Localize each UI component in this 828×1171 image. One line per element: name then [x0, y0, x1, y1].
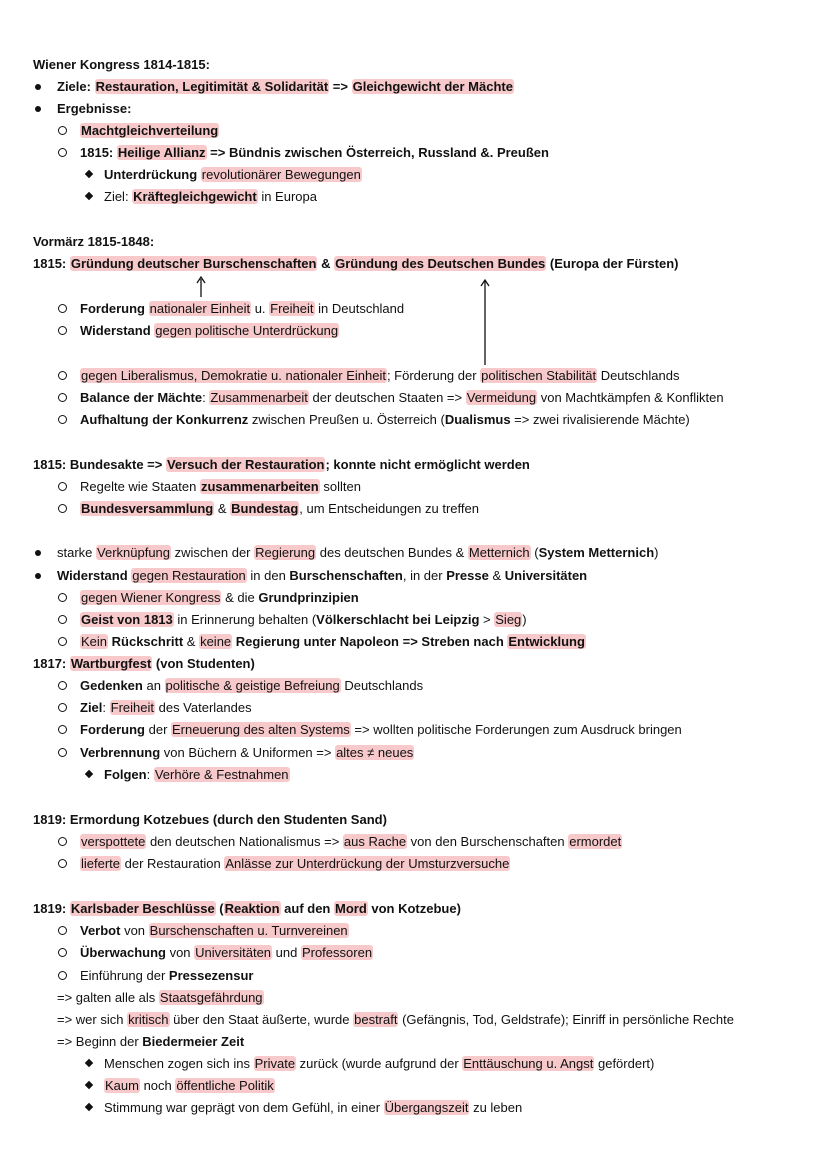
- line-bundesversammlung: Bundesversammlung & Bundestag, um Entscheidungen zu treffen: [81, 501, 479, 516]
- line-ziel-freiheit: Ziel: Freiheit des Vaterlandes: [80, 700, 252, 715]
- line-forderung-erneuerung: Forderung der Erneuerung des alten Systems => wollten politische Forderungen zum Ausdruck bringen: [80, 722, 682, 737]
- line-staatsgefaehrdung: => galten alle als Staatsgefährdung: [57, 990, 263, 1005]
- line-verspottete: verspottete den deutschen Nationalismus => aus Rache von den Burschenschaften ermordet: [81, 834, 622, 849]
- circle-bullet: [58, 304, 67, 313]
- line-unterdrueckung: Unterdrückung revolutionärer Bewegungen: [104, 167, 361, 182]
- line-bundesakte: 1815: Bundesakte => Versuch der Restauration; konnte nicht ermöglicht werden: [33, 457, 530, 472]
- circle-bullet: [58, 837, 67, 846]
- circle-bullet: [58, 637, 67, 646]
- line-biedermeier: => Beginn der Biedermeier Zeit: [57, 1034, 245, 1049]
- line-aufhaltung: Aufhaltung der Konkurrenz zwischen Preußen u. Österreich (Dualismus => zwei rivalisierende Mächte): [80, 412, 690, 427]
- circle-bullet: [58, 326, 67, 335]
- line-gedenken: Gedenken an politische & geistige Befreiung Deutschlands: [80, 678, 424, 693]
- circle-bullet: [58, 615, 67, 624]
- line-verbot: Verbot von Burschenschaften u. Turnvereinen: [80, 923, 348, 938]
- circle-bullet: [58, 681, 67, 690]
- line-widerstand-restauration: Widerstand gegen Restauration in den Burschenschaften, in der Presse & Universitäten: [57, 568, 588, 583]
- circle-bullet: [58, 926, 67, 935]
- heading-wiener-kongress: Wiener Kongress 1814-1815:: [33, 57, 210, 72]
- line-ergebnisse: Ergebnisse:: [57, 101, 132, 116]
- line-gegen-liberalismus: gegen Liberalismus, Demokratie u. nationaler Einheit; Förderung der politischen Stabilität Deutschlands: [81, 368, 680, 383]
- line-regelte: Regelte wie Staaten zusammenarbeiten sollten: [80, 479, 361, 494]
- line-gruendung: 1815: Gründung deutscher Burschenschaften & Gründung des Deutschen Bundes (Europa der Fürsten): [33, 256, 679, 271]
- circle-bullet: [58, 504, 67, 513]
- line-kritisch: => wer sich kritisch über den Staat äußerte, wurde bestraft (Gefängnis, Tod, Geldstrafe); Einriff in persönliche Rechte: [57, 1012, 734, 1027]
- line-widerstand: Widerstand gegen politische Unterdrückung: [80, 323, 339, 338]
- line-ziele: Ziele: Restauration, Legitimität & Solidarität => Gleichgewicht der Mächte: [57, 79, 513, 94]
- circle-bullet: [58, 415, 67, 424]
- line-kein-rueckschritt: Kein Rückschritt & keine Regierung unter Napoleon => Streben nach Entwicklung: [81, 634, 585, 649]
- bullet: [35, 550, 41, 556]
- line-verknuepfung: starke Verknüpfung zwischen der Regierung des deutschen Bundes & Metternich (System Metternich): [57, 545, 659, 560]
- line-private: Menschen zogen sich ins Private zurück (wurde aufgrund der Enttäuschung u. Angst gefördert): [104, 1056, 655, 1071]
- circle-bullet: [58, 748, 67, 757]
- circle-bullet: [58, 371, 67, 380]
- line-lieferte: lieferte der Restauration Anlässe zur Unterdrückung der Umsturzversuche: [81, 856, 510, 871]
- line-gegen-wiener-kongress: gegen Wiener Kongress & die Grundprinzipien: [81, 590, 359, 605]
- line-pressezensur: Einführung der Pressezensur: [80, 968, 254, 983]
- line-machtgleich: Machtgleichverteilung: [81, 123, 219, 138]
- line-stimmung: Stimmung war geprägt von dem Gefühl, in einer Übergangszeit zu leben: [104, 1100, 523, 1115]
- line-ueberwachung: Überwachung von Universitäten und Professoren: [80, 945, 373, 960]
- circle-bullet: [58, 971, 67, 980]
- line-folgen: Folgen: Verhöre & Festnahmen: [104, 767, 289, 782]
- line-kaum: Kaum noch öffentliche Politik: [105, 1078, 274, 1093]
- bullet: [35, 573, 41, 579]
- line-verbrennung: Verbrennung von Büchern & Uniformen => altes ≠ neues: [80, 745, 414, 760]
- circle-bullet: [58, 948, 67, 957]
- line-heilige-allianz: 1815: Heilige Allianz => Bündnis zwischen Österreich, Russland &. Preußen: [80, 145, 549, 160]
- line-balance: Balance der Mächte: Zusammenarbeit der deutschen Staaten => Vermeidung von Machtkämpfen & Konflikten: [80, 390, 724, 405]
- circle-bullet: [58, 703, 67, 712]
- circle-bullet: [58, 393, 67, 402]
- circle-bullet: [58, 859, 67, 868]
- circle-bullet: [58, 593, 67, 602]
- line-geist-1813: Geist von 1813 in Erinnerung behalten (Völkerschlacht bei Leipzig > Sieg): [81, 612, 527, 627]
- line-wartburgfest: 1817: Wartburgfest (von Studenten): [33, 656, 255, 671]
- circle-bullet: [58, 482, 67, 491]
- heading-kotzebue: 1819: Ermordung Kotzebues (durch den Studenten Sand): [33, 812, 387, 827]
- line-forderung-einheit: Forderung nationaler Einheit u. Freiheit in Deutschland: [80, 301, 405, 316]
- heading-vormaerz: Vormärz 1815-1848:: [33, 234, 155, 249]
- circle-bullet: [58, 725, 67, 734]
- line-ziel-europa: Ziel: Kräftegleichgewicht in Europa: [104, 189, 317, 204]
- line-karlsbader: 1819: Karlsbader Beschlüsse (Reaktion auf den Mord von Kotzebue): [33, 901, 461, 916]
